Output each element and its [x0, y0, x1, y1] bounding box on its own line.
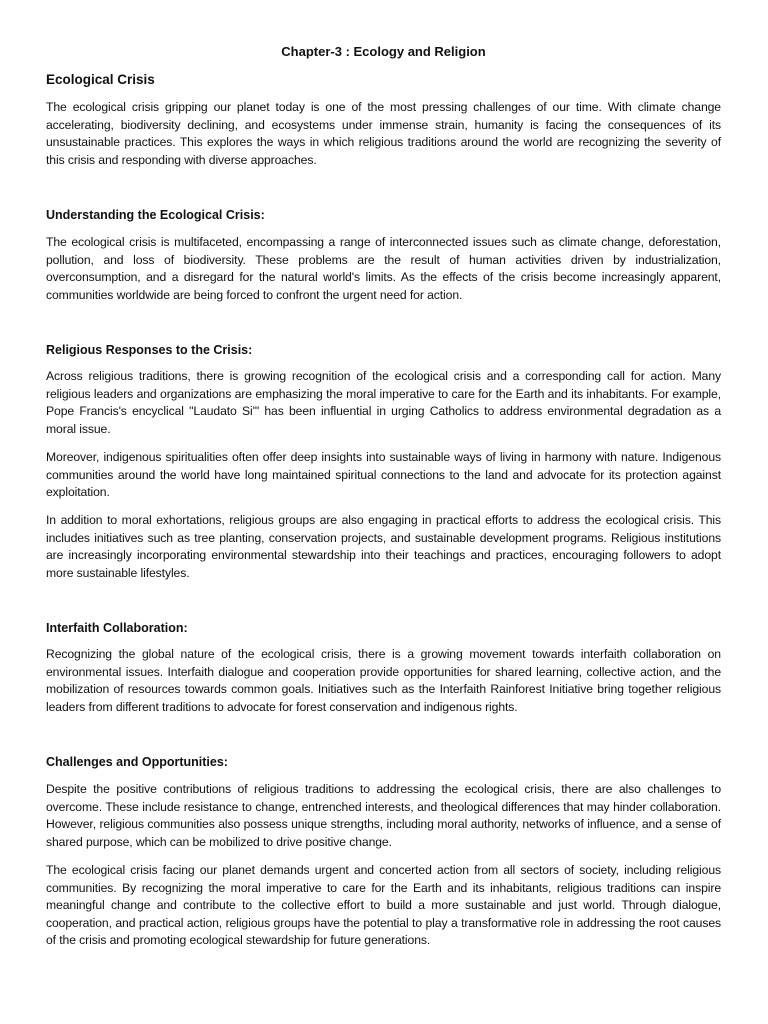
paragraph-religious-responses-1: Across religious traditions, there is growing recognition of the ecological crisis and a corresponding call for action. Many religious leaders and organizations are emphasizing the moral imperative to care for the Earth and its inhabitants. For example, Pope Francis's encyclical "Laudato Si'" has been influential in urging Catholics to address environmental degradation as a moral issue.	[46, 369, 721, 436]
paragraph-religious-responses-3: In addition to moral exhortations, religious groups are also engaging in practical efforts to address the ecological crisis. This includes initiatives such as tree planting, conservation projects, and sustainable development programs. Religious institutions are increasingly incorporating environmental stewardship into their teachings and practices, encouraging followers to adopt more sustainable lifestyles.	[46, 513, 721, 580]
section-heading-ecological-crisis: Ecological Crisis	[46, 72, 155, 87]
intro-paragraph: The ecological crisis gripping our planet today is one of the most pressing challenges of our time. With climate change accelerating, biodiversity declining, and ecosystems under immense strain, humanity is facing the consequences of its unsustainable practices. This explores the ways in which religious traditions around the world are recognizing the severity of this crisis and responding with diverse approaches.	[46, 100, 721, 167]
paragraph-religious-responses-2: Moreover, indigenous spiritualities often offer deep insights into sustainable ways of living in harmony with nature. Indigenous communities around the world have long maintained spiritual connections to the land and advocate for its protection against exploitation.	[46, 450, 721, 500]
chapter-title: Chapter-3 : Ecology and Religion	[281, 44, 486, 59]
heading-religious-responses: Religious Responses to the Crisis:	[46, 343, 253, 357]
paragraph-interfaith-collaboration: Recognizing the global nature of the ecological crisis, there is a growing movement towards interfaith collaboration on environmental issues. Interfaith dialogue and cooperation provide opportunities for shared learning, collective action, and the mobilization of resources towards common goals. Initiatives such as the Interfaith Rainforest Initiative bring together religious leaders from different traditions to advocate for forest conservation and indigenous rights.	[46, 647, 721, 714]
heading-understanding-crisis: Understanding the Ecological Crisis:	[46, 208, 265, 222]
paragraph-understanding-crisis: The ecological crisis is multifaceted, encompassing a range of interconnected issues such as climate change, deforestation, pollution, and loss of biodiversity. These problems are the result of human activities driven by industrialization, overconsumption, and a disregard for the natural world's limits. As the effects of the crisis become increasingly apparent, communities worldwide are being forced to confront the urgent need for action.	[46, 235, 721, 302]
heading-interfaith-collaboration: Interfaith Collaboration:	[46, 621, 188, 635]
paragraph-challenges-2: The ecological crisis facing our planet demands urgent and concerted action from all sectors of society, including religious communities. By recognizing the moral imperative to care for the Earth and its inhabitants, religious traditions can inspire meaningful change and contribute to the collective effort to build a more sustainable and just world. Through dialogue, cooperation, and practical action, religious groups have the potential to play a transformative role in addressing the root causes of the crisis and promoting ecological stewardship for future generations.	[46, 863, 721, 948]
paragraph-challenges-1: Despite the positive contributions of religious traditions to addressing the ecological crisis, there are also challenges to overcome. These include resistance to change, entrenched interests, and theological differences that may hinder collaboration. However, religious communities also possess unique strengths, including moral authority, networks of influence, and a sense of shared purpose, which can be mobilized to drive positive change.	[46, 782, 721, 849]
heading-challenges-opportunities: Challenges and Opportunities:	[46, 755, 228, 769]
